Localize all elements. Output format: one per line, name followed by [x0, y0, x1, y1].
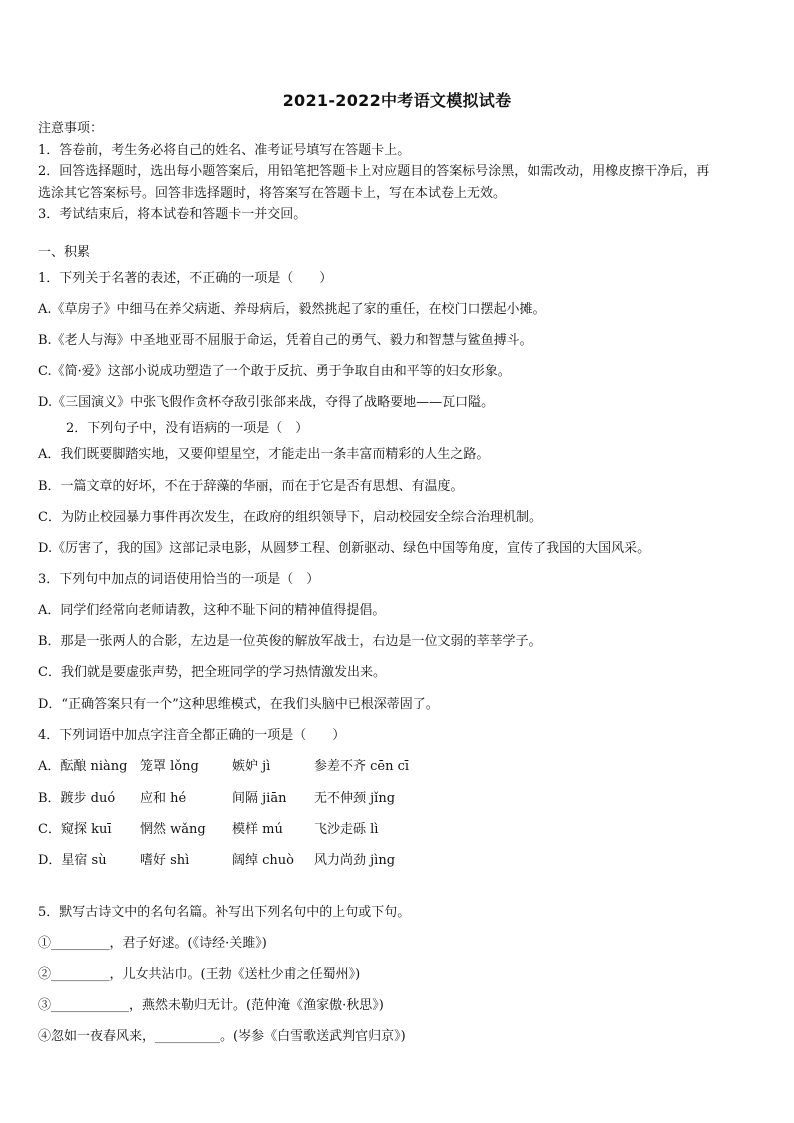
question-2-stem: 2．下列句子中，没有语病的一项是（ ） [66, 421, 309, 436]
pinyin-item: 笼罩 lǒng [140, 759, 199, 774]
question-4-option-a [38, 759, 738, 775]
pinyin-item: 模样 mú [232, 822, 283, 837]
question-4-option-b [38, 791, 738, 807]
notice-line: 选涂其它答案标号。回答非选择题时，将答案写在答题卡上，写在本试卷上无效。 [38, 185, 507, 201]
notice-line: 1．答卷前，考生务必将自己的姓名、准考证号填写在答题卡上。 [38, 142, 411, 158]
question-2-option-a: A．我们既要脚踏实地，又要仰望星空，才能走出一条丰富而精彩的人生之路。 [38, 447, 490, 462]
question-4-option-c [38, 822, 738, 838]
question-1-option-b: B.《老人与海》中圣地亚哥不屈服于命运，凭着自己的勇气、毅力和智慧与鲨鱼搏斗。 [38, 333, 533, 348]
pinyin-item: 风力尚劲 jìng [314, 853, 396, 868]
question-1-stem: 1．下列关于名著的表述，不正确的一项是（ ） [38, 271, 333, 286]
question-5-stem: 5．默写古诗文中的名句名篇。补写出下列名句中的上句或下句。 [38, 905, 411, 920]
question-4-stem: 4．下列词语中加点字注音全都正确的一项是（ ） [38, 728, 346, 743]
fill-blank-item: ②_________，儿女共沾巾。(王勃《送杜少甫之任蜀州》) [38, 967, 361, 982]
question-4-option-d [38, 853, 738, 869]
pinyin-item: 间隔 jiān [232, 791, 287, 806]
section-heading: 一、积累 [38, 245, 91, 260]
pinyin-item: A．酝酿 niàng [38, 759, 128, 774]
question-2-option-d: D.《厉害了，我的国》这部记录电影，从圆梦工程、创新驱动、绿色中国等角度，宣传了我国的大国风采。 [38, 541, 651, 556]
pinyin-item: D．星宿 sù [38, 853, 107, 868]
question-3-stem: 3．下列句中加点的词语使用恰当的一项是（ ） [38, 572, 320, 587]
notice-line: 2．回答选择题时，选出每小题答案后，用铅笔把答题卡上对应题目的答案标号涂黑，如需改动，用橡皮擦干净后，再 [38, 164, 710, 179]
pinyin-item: C．窥探 kuī [38, 822, 112, 837]
question-1-option-c: C.《简·爱》这部小说成功塑造了一个敢于反抗、勇于争取自由和平等的妇女形象。 [38, 364, 511, 379]
pinyin-item: 参差不齐 cēn cī [314, 759, 410, 774]
pinyin-item: 嗜好 shì [140, 853, 190, 868]
question-3-option-c: C．我们就是要虚张声势，把全班同学的学习热情激发出来。 [38, 665, 386, 680]
question-2-option-b: B．一篇文章的好坏，不在于辞藻的华丽，而在于它是否有思想、有温度。 [38, 479, 464, 494]
pinyin-item: 惘然 wǎng [140, 822, 206, 837]
page-title: 2021-2022中考语文模拟试卷 [282, 91, 512, 110]
notice-block [38, 118, 762, 226]
fill-blank-item: ③____________，燕然未勒归无计。(范仲淹《渔家傲·秋思》) [38, 998, 384, 1013]
question-1-option-a: A.《草房子》中细马在养父病逝、养母病后，毅然挑起了家的重任，在校门口摆起小摊。 [38, 302, 546, 317]
notice-line: 3．考试结束后，将本试卷和答题卡一并交回。 [38, 207, 307, 222]
pinyin-item: 无不伸颈 jǐng [314, 791, 396, 806]
pinyin-item: 嫉妒 jì [232, 759, 271, 774]
pinyin-item: 阔绰 chuò [232, 853, 294, 868]
question-2-option-c: C．为防止校园暴力事件再次发生，在政府的组织领导下，启动校园安全综合治理机制。 [38, 510, 542, 525]
notice-heading: 注意事项： [38, 121, 104, 136]
question-3-option-b: B．那是一张两人的合影，左边是一位英俊的解放军战士，右边是一位文弱的莘莘学子。 [38, 634, 542, 649]
pinyin-item: 飞沙走砾 lì [314, 822, 379, 837]
question-3-option-a: A．同学们经常向老师请教，这种不耻下问的精神值得提倡。 [38, 603, 386, 618]
fill-blank-item: ①_________，君子好逑。(《诗经·关雎》) [38, 936, 267, 951]
pinyin-item: B．踱步 duó [38, 791, 116, 806]
fill-blank-item: ④忽如一夜春风来，__________。(岑参《白雪歌送武判官归京》) [38, 1029, 406, 1044]
pinyin-item: 应和 hé [140, 791, 187, 806]
question-3-option-d: D．“正确答案只有一个”这种思维模式，在我们头脑中已根深蒂固了。 [38, 697, 439, 712]
question-1-option-d: D.《三国演义》中张飞假作贪杯夺敌引张郃来战，夺得了战略要地——瓦口隘。 [38, 395, 495, 410]
